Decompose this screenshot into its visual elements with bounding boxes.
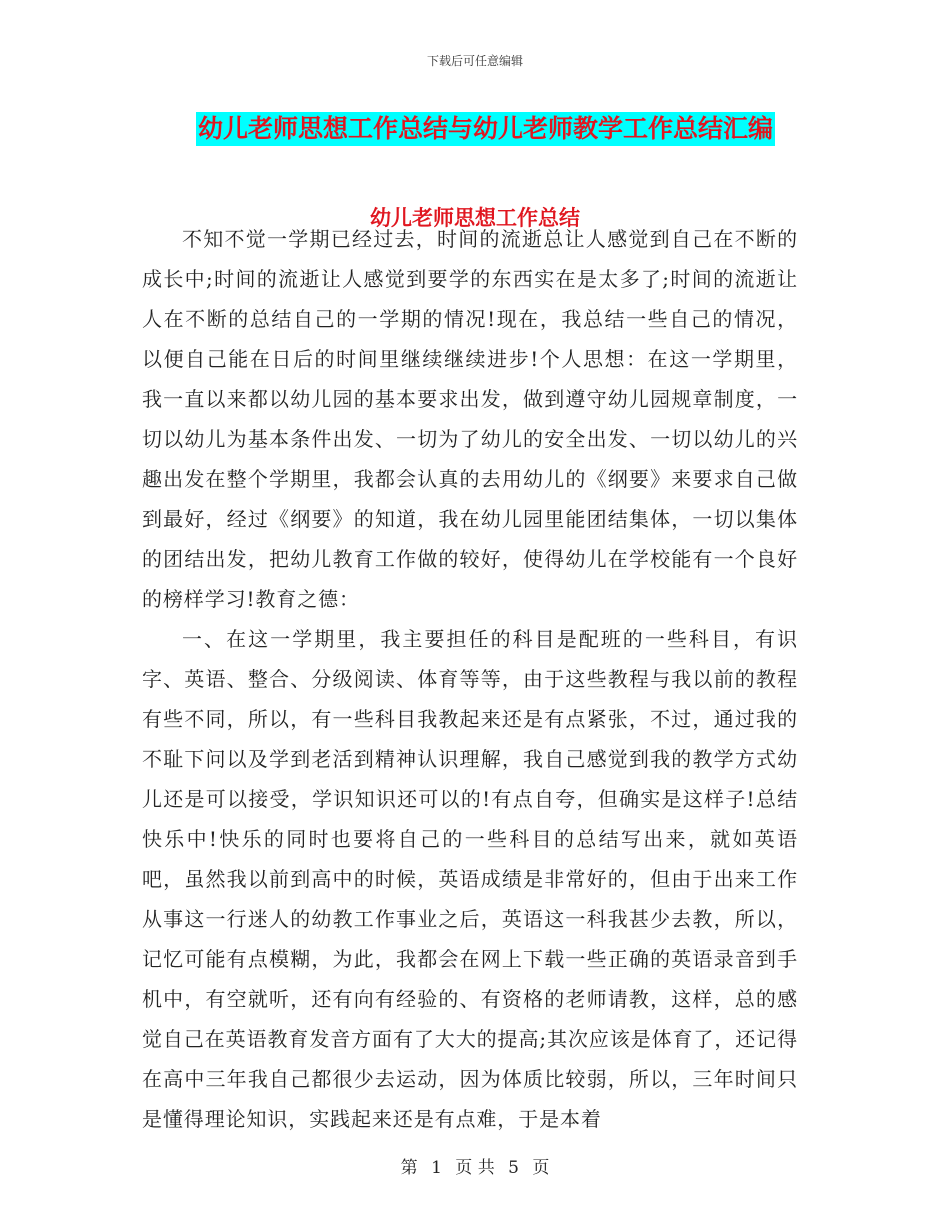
footer-total-pages: 5 <box>508 1158 519 1178</box>
footer-suffix: 页 <box>532 1158 550 1178</box>
page-footer <box>0 1153 950 1178</box>
section-title: 幼儿老师思想工作总结 <box>370 206 580 230</box>
paragraph-teaching: 一、在这一学期里，我主要担任的科目是配班的一些科目，有识字、英语、整合、分级阅读、体育等等，由于这些教程与我以前的教程有些不同，所以，有一些科目我教起来还是有点紧张，不过，通过我的不耻下问以及学到老活到精神认识理解，我自己感觉到我的教学方式幼儿还是可以接受，学识知识还可以的!有点自夸，但确实是这样子!总结快乐中!快乐的同时也要将自己的一些科目的总结写出来，就如英语吧，虽然我以前到高中的时候，英语成绩是非常好的，但由于出来工作从事这一行迷人的幼教工作事业之后，英语这一科我甚少去教，所以，记忆可能有点模糊，为此，我都会在网上下载一些正确的英语录音到手机中，有空就听，还有向有经验的、有资格的老师请教，这样，总的感觉自己在英语教育发音方面有了大大的提高;其次应该是体育了，还记得在高中三年我自己都很少去运动，因为体质比较弱，所以，三年时间只是懂得理论知识，实践起来还是有点难，于是本着 <box>142 627 798 1131</box>
document-main-title: 幼儿老师思想工作总结与幼儿老师教学工作总结汇编 <box>196 112 775 146</box>
footer-prefix: 第 <box>400 1158 418 1178</box>
document-body <box>142 219 798 1139</box>
page-header-note: 下载后可任意编辑 <box>426 54 523 68</box>
paragraph-intro: 不知不觉一学期已经过去，时间的流逝总让人感觉到自己在不断的成长中;时间的流逝让人感觉到要学的东西实在是太多了;时间的流逝让人在不断的总结自己的一学期的情况!现在，我总结一些自己的情况，以便自己能在日后的时间里继续继续进步!个人思想：在这一学期里，我一直以来都以幼儿园的基本要求出发，做到遵守幼儿园规章制度，一切以幼儿为基本条件出发、一切为了幼儿的安全出发、一切以幼儿的兴趣出发在整个学期里，我都会认真的去用幼儿的《纲要》来要求自己做到最好，经过《纲要》的知道，我在幼儿园里能团结集体，一切以集体的团结出发，把幼儿教育工作做的较好，使得幼儿在学校能有一个良好的榜样学习!教育之德： <box>142 227 798 611</box>
footer-current-page: 1 <box>431 1158 442 1178</box>
footer-middle: 页 共 <box>455 1158 495 1178</box>
